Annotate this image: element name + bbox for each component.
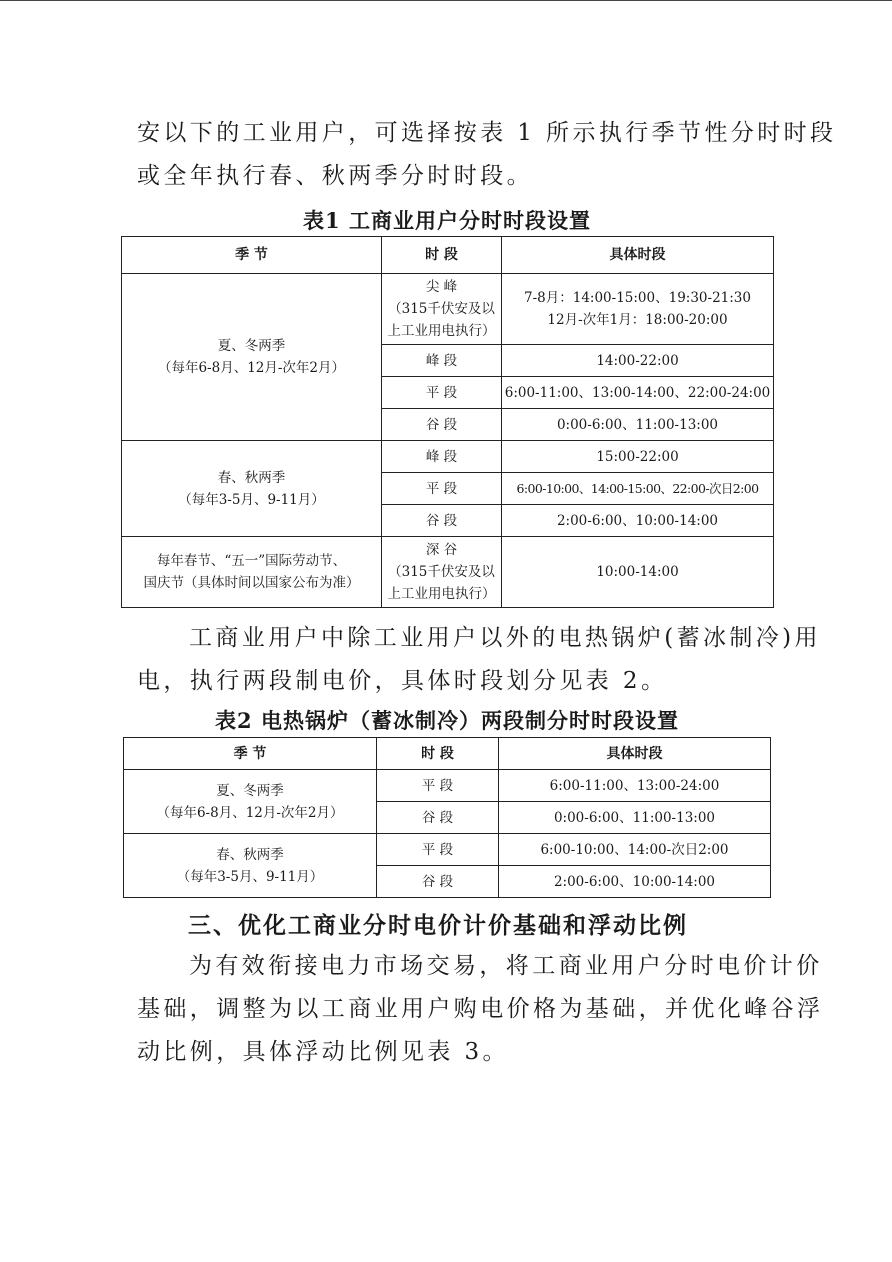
table-row [124,770,771,802]
para2-line-1: 工商业用户中除工业用户以外的电热锅炉(蓄冰制冷)用 [189,625,821,651]
table1-caption: 表1 工商业用户分时时段设置 [303,208,591,233]
table2-flat-time: 6:00-11:00、13:00-24:00 [499,770,771,802]
season-line: 夏、冬两季 [217,338,286,354]
season-line: （每年6-8月、12月-次年2月） [157,360,346,376]
table1-flat-label: 平 段 [382,377,502,409]
table1-sharp-peak-time [502,274,774,345]
table2-sa-valley-label: 谷 段 [377,866,499,898]
intro-line-1: 安以下的工业用户，可选择按表 1 所示执行季节性分时时段 [137,120,837,146]
table1-deep-valley-time: 10:00-14:00 [502,537,774,608]
table-row [122,537,774,608]
table2-header-period: 时 段 [377,738,499,770]
period-line: （315千伏安及以 [388,564,495,580]
table2-flat-label: 平 段 [377,770,499,802]
table-row [124,834,771,866]
table1-sa-valley-time: 2:00-6:00、10:00-14:00 [502,505,774,537]
table1-header-season: 季 节 [122,237,382,274]
season-line: 每年春节、“五一”国际劳动节、 [156,553,347,569]
time-line: 7-8月：14:00-15:00、19:30-21:30 [524,290,751,306]
section3-heading: 三、优化工商业分时电价计价基础和浮动比例 [188,913,688,939]
table2-valley-label: 谷 段 [377,802,499,834]
table2-header-row [124,738,771,770]
table1-peak-time: 14:00-22:00 [502,345,774,377]
table2-sa-flat-time: 6:00-10:00、14:00-次日2:00 [499,834,771,866]
season-line: 春、秋两季 [216,846,284,863]
period-line: （315千伏安及以 [388,301,495,317]
season-line: 春、秋两季 [217,469,286,486]
table1-sa-flat-label: 平 段 [382,473,502,505]
period-line: 上工业用电执行） [387,323,496,339]
season-line: 国庆节（具体时间以国家公布为准） [143,575,360,591]
season-line: （每年6-8月、12月-次年2月） [156,804,344,821]
table1-header-row [122,237,774,274]
page-top-border [0,0,892,1]
table1-valley-time: 0:00-6:00、11:00-13:00 [502,409,774,441]
season-line: （每年3-5月、9-11月） [178,491,325,508]
table1-header-time: 具体时段 [502,237,774,274]
table2 [123,737,771,898]
table1-season-holiday [122,537,382,608]
table1-sa-peak-time: 15:00-22:00 [502,441,774,473]
table-row [122,274,774,345]
table2-season-summer-winter [124,770,377,834]
table2-sa-valley-time: 2:00-6:00、10:00-14:00 [499,866,771,898]
table2-valley-time: 0:00-6:00、11:00-13:00 [499,802,771,834]
table1-flat-time: 6:00-11:00、13:00-14:00、22:00-24:00 [502,377,774,409]
season-line: 夏、冬两季 [216,782,284,799]
period-line: 深 谷 [425,542,458,558]
table1-peak-label: 峰 段 [382,345,502,377]
table2-season-spring-autumn [124,834,377,898]
section3-line-3: 动比例，具体浮动比例见表 3。 [137,1039,509,1065]
section3-line-2: 基础，调整为以工商业用户购电价格为基础，并优化峰谷浮 [137,996,824,1022]
table1-sa-valley-label: 谷 段 [382,505,502,537]
table1-deep-valley-label [382,537,502,608]
table2-sa-flat-label: 平 段 [377,834,499,866]
table2-header-season: 季 节 [124,738,377,770]
table1-sa-flat-time: 6:00-10:00、14:00-15:00、22:00-次日2:00 [502,473,774,505]
table1-sa-peak-label: 峰 段 [382,441,502,473]
table1-season-spring-autumn [122,441,382,537]
table1-season-summer-winter [122,274,382,441]
table2-header-time: 具体时段 [499,738,771,770]
table1 [121,236,774,608]
time-line: 12月-次年1月：18:00-20:00 [547,312,728,328]
intro-line-2: 或全年执行春、秋两季分时时段。 [137,163,533,189]
para2-line-2: 电，执行两段制电价，具体时段划分见表 2。 [137,668,668,694]
period-line: 尖 峰 [425,279,458,295]
table1-sharp-peak-label [382,274,502,345]
table1-header-period: 时 段 [382,237,502,274]
period-line: 上工业用电执行） [387,586,496,602]
table-row [122,441,774,473]
table1-valley-label: 谷 段 [382,409,502,441]
section3-line-1: 为有效衔接电力市场交易，将工商业用户分时电价计价 [189,953,823,979]
season-line: （每年3-5月、9-11月） [176,868,324,885]
table2-caption: 表2 电热锅炉（蓄冰制冷）两段制分时时段设置 [215,708,679,733]
